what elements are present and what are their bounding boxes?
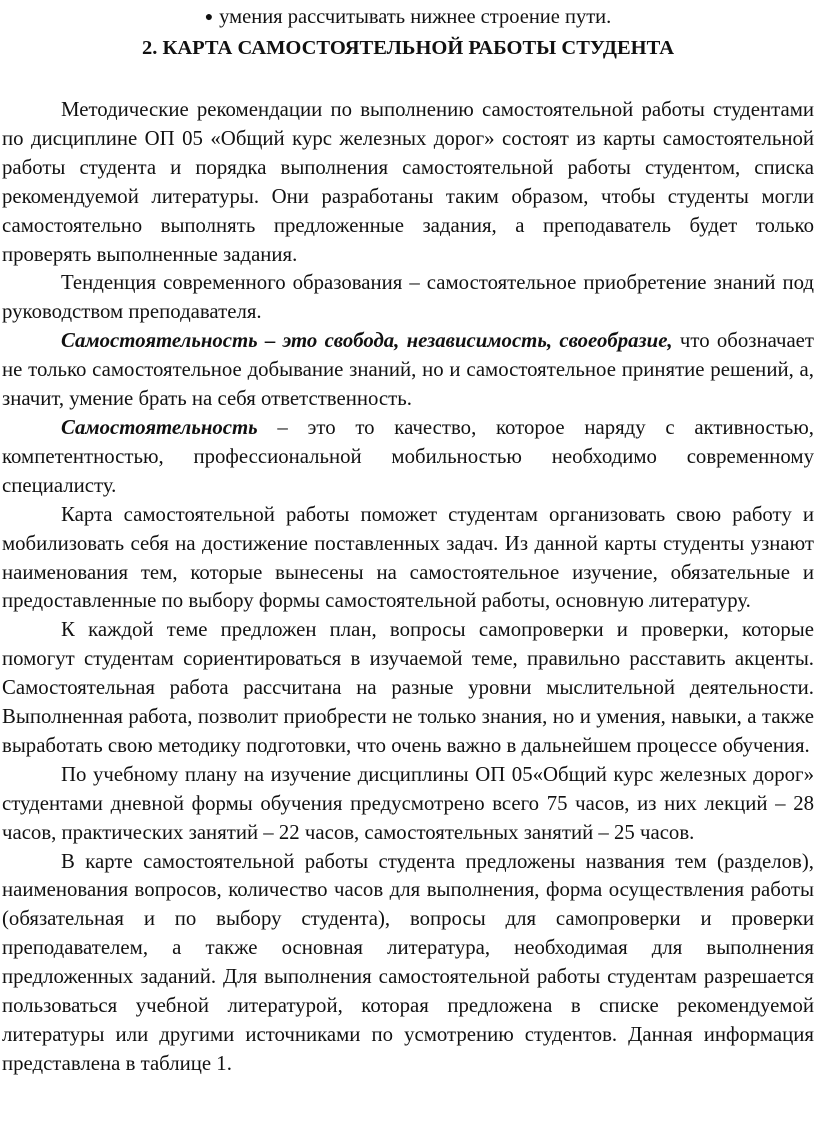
paragraph-independence-definition — [2, 327, 814, 414]
emphasis-definition: Самостоятельность – это свобода, независимость, своеобразие, — [61, 329, 673, 353]
bullet-item-text: умения рассчитывать нижнее строение пути. — [219, 6, 612, 28]
body-text — [2, 96, 814, 1079]
paragraph-methodical-recommendations: Методические рекомендации по выполнению самостоятельной работы студентами по дисциплине ОП 05 «Общий курс железных дорог» состоят из карты самостоятельной работы студента и порядка выполнения самостоятельной работы студентом, списка рекомендуемой литературы. Они разработаны таким образом, чтобы студенты могли самостоятельно выполнять предложенные задания, а преподаватель будет только проверять выполненные задания. — [2, 98, 814, 266]
paragraph-text: – это то качество, которое наряду с активностью, компетентностью, профессиональной мобильностью необходимо современному специалисту. — [2, 415, 814, 497]
emphasis-term: Самостоятельность — [61, 415, 258, 439]
paragraph-work-map-contents: В карте самостоятельной работы студента предложены названия тем (разделов), наименования вопросов, количество часов для выполнения, форма осуществления работы (обязательная и по выбору студента), вопросы для самопроверки и проверки преподавателем, а также основная литература, необходимая для выполнения предложенных заданий. Для выполнения самостоятельной работы студентам разрешается пользоваться учебной литературой, которая предложена в списке рекомендуемой литературы или другими источниками по усмотрению студентов. Данная информация представлена в таблице 1. — [2, 849, 814, 1075]
paragraph-curriculum-hours: По учебному плану на изучение дисциплины ОП 05«Общий курс железных дорог» студентами дневной формы обучения предусмотрено всего 75 часов, из них лекций – 28 часов, практических занятий – 22 часов, самостоятельных занятий – 25 часов. — [2, 762, 814, 844]
bullet-list-item — [2, 4, 814, 31]
paragraph-topic-plan: К каждой теме предложен план, вопросы самопроверки и проверки, которые помогут студентам сориентироваться в изучаемой теме, правильно расставить акценты. Самостоятельная работа рассчитана на разные уровни мыслительной деятельности. Выполненная работа, позволит приобрести не только знания, но и умения, навыки, а также выработать свою методику подготовки, что очень важно в дальнейшем процессе обучения. — [2, 618, 814, 757]
bullet-dot-icon: ● — [204, 10, 214, 25]
paragraph-independence-quality — [2, 414, 814, 501]
paragraph-education-trend: Тенденция современного образования – самостоятельное приобретение знаний под руководством преподавателя. — [2, 271, 814, 324]
paragraph-text: что обозначает не только самостоятельное добывание знаний, но и самостоятельное принятие решений, а, значит, умение брать на себя ответственность. — [2, 329, 815, 411]
section-title: 2. КАРТА САМОСТОЯТЕЛЬНОЙ РАБОТЫ СТУДЕНТА — [141, 37, 675, 59]
paragraph-work-map-purpose: Карта самостоятельной работы поможет студентам организовать свою работу и мобилизовать себя на достижение поставленных задач. Из данной карты студенты узнают наименования тем, которые вынесены на самостоятельное изучение, обязательные и предоставленные по выбору формы самостоятельной работы, основную литературу. — [2, 502, 814, 613]
